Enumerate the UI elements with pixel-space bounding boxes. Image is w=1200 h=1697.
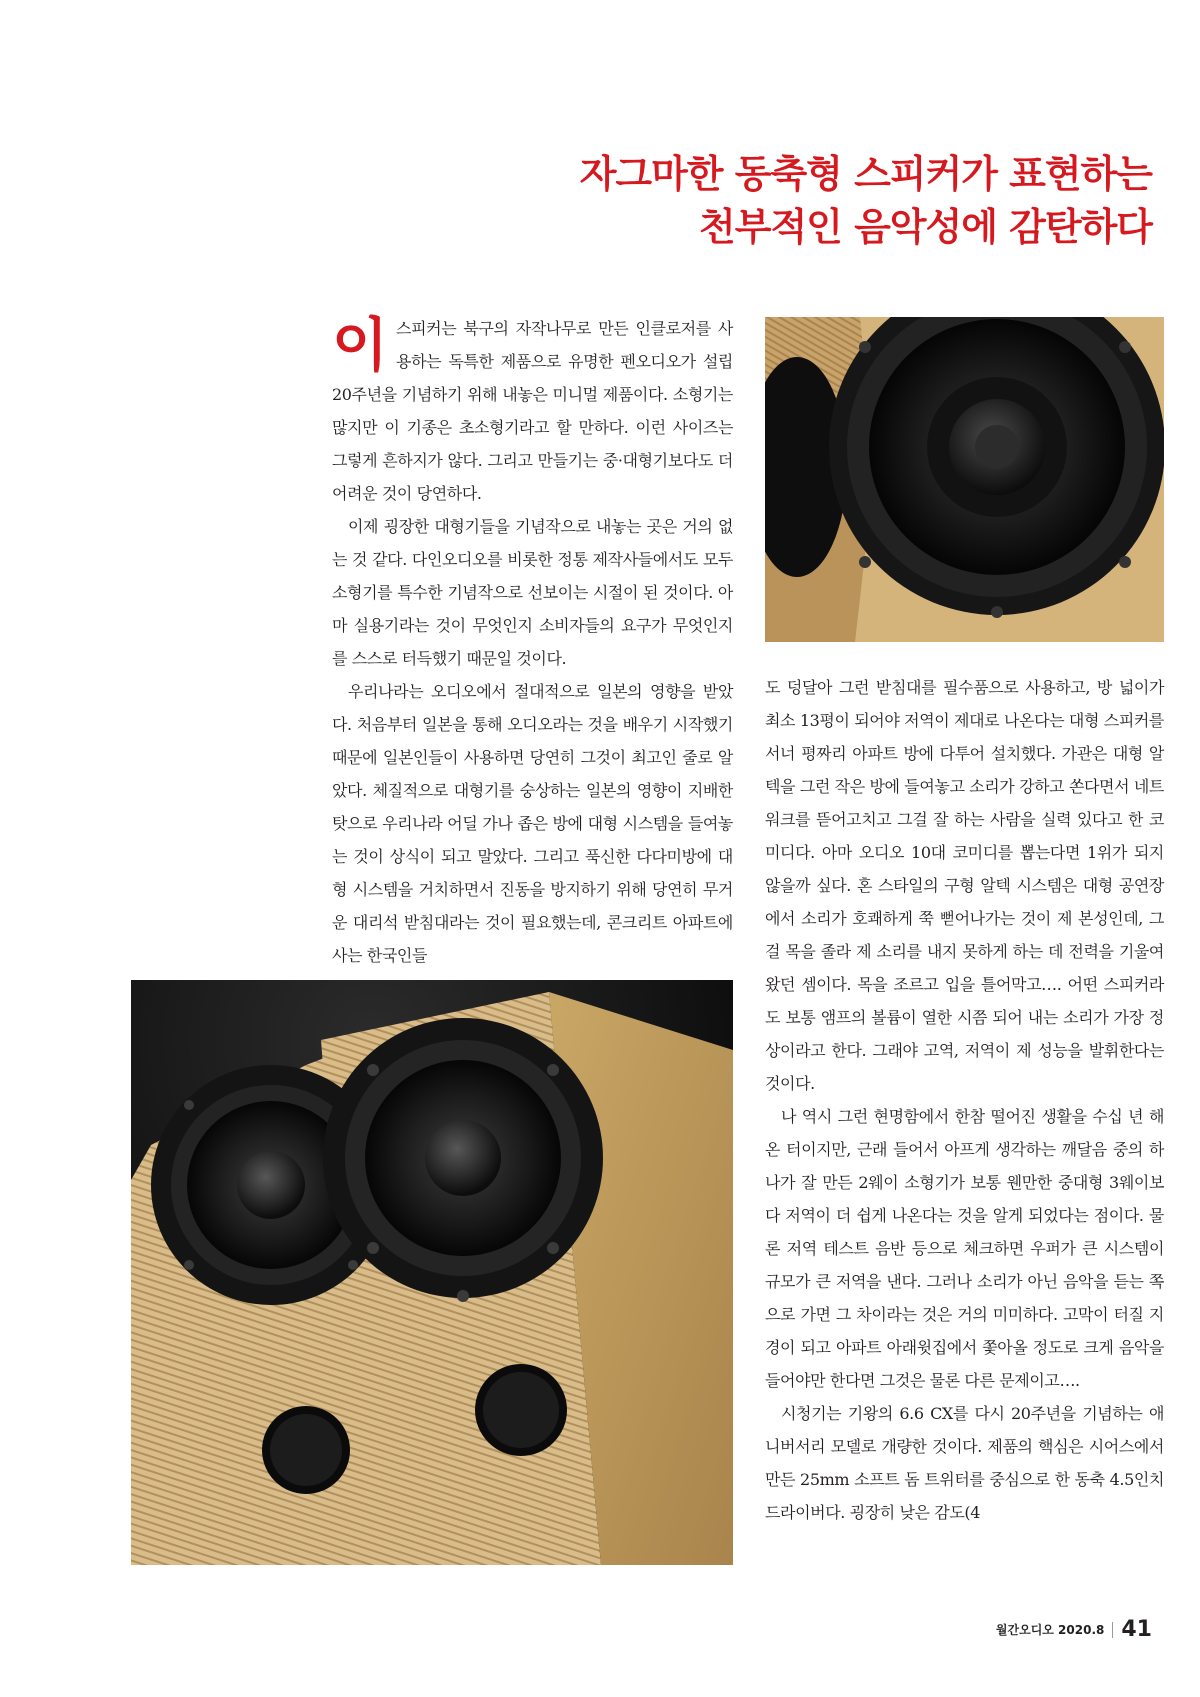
paragraph: 도 덩달아 그런 받침대를 필수품으로 사용하고, 방 넓이가 최소 13평이 되어야 저역이 제대로 나온다는 대형 스피커를 서너 평짜리 아파트 방에 다투어 설치했다. 가관은 대형 알텍을 그런 작은 방에 들여놓고 소리가 강하고 쏜다면서 네트워크를 뜯어고치고 그걸 잘 하는 사람을 실력 있다고 한 코미디다. 아마 오디오 10대 코미디를 뽑는다면 1위가 되지 않을까 싶다. 혼 스타일의 구형 알텍 시스템은 대형 공연장에서 소리가 호쾌하게 쭉 뻗어나가는 것이 제 본성인데, 그걸 목을 졸라 제 소리를 내지 못하게 하는 데 전력을 기울여 왔던 셈이다. 목을 조르고 입을 틀어막고…. 어떤 스피커라도 보통 앰프의 볼륨이 열한 시쯤 되어 내는 소리가 가장 정상이라고 한다. 그래야 고역, 저역이 제 성능을 발휘한다는 것이다.: [765, 678, 1164, 1093]
article-column-right: [765, 671, 1164, 1529]
magazine-issue: 월간오디오 2020.8: [995, 1623, 1105, 1637]
page-number: 41: [1121, 1617, 1152, 1642]
headline: [392, 148, 1152, 254]
footer-divider: [1112, 1622, 1113, 1638]
speaker-pair-photo: [131, 980, 733, 1565]
article-column-left: [332, 312, 733, 972]
paragraph: 시청기는 기왕의 6.6 CX를 다시 20주년을 기념하는 애니버서리 모델로 개량한 것이다. 제품의 핵심은 시어스에서 만든 25mm 소프트 돔 트위터를 중심으로 한 동축 4.5인치 드라이버다. 굉장히 낮은 감도(4: [765, 1404, 1164, 1522]
page-footer: [996, 1617, 1152, 1642]
paragraph: 나 역시 그런 현명함에서 한참 떨어진 생활을 수십 년 해 온 터이지만, 근래 들어서 아프게 생각하는 깨달음 중의 하나가 잘 만든 2웨이 소형기가 보통 웬만한 중대형 3웨이보다 저역이 더 쉽게 나온다는 것을 알게 되었다는 점이다. 물론 저역 테스트 음반 등으로 체크하면 우퍼가 큰 시스템이 규모가 큰 저역을 낸다. 그러나 소리가 아닌 음악을 듣는 쪽으로 가면 그 차이라는 것은 거의 미미하다. 고막이 터질 지경이 되고 아파트 아래윗집에서 쫓아올 정도로 크게 음악을 들어야만 한다면 그것은 물론 다른 문제이고….: [765, 1107, 1164, 1390]
drop-cap: 이: [332, 311, 389, 379]
speaker-closeup-photo: [765, 317, 1164, 642]
paragraph-intro: [332, 312, 733, 510]
paragraph: 이제 굉장한 대형기들을 기념작으로 내놓는 곳은 거의 없는 것 같다. 다인오디오를 비롯한 정통 제작사들에서도 모두 소형기를 특수한 기념작으로 선보이는 시절이 된 것이다. 아마 실용기라는 것이 무엇인지 소비자들의 요구가 무엇인지를 스스로 터득했기 때문일 것이다.: [332, 517, 733, 668]
headline-line-2: 천부적인 음악성에 감탄하다: [699, 205, 1152, 249]
headline-line-1: 자그마한 동축형 스피커가 표현하는: [579, 152, 1152, 196]
paragraph-intro-text: 스피커는 북구의 자작나무로 만든 인클로저를 사용하는 독특한 제품으로 유명한 펜오디오가 설립 20주년을 기념하기 위해 내놓은 미니멀 제품이다. 소형기는 많지만 이 기종은 초소형기라고 할 만하다. 이런 사이즈는 그렇게 흔하지가 않다. 그리고 만들기는 중·대형기보다도 더 어려운 것이 당연하다.: [332, 319, 733, 503]
paragraph: 우리나라는 오디오에서 절대적으로 일본의 영향을 받았다. 처음부터 일본을 통해 오디오라는 것을 배우기 시작했기 때문에 일본인들이 사용하면 당연히 그것이 최고인 줄로 알았다. 체질적으로 대형기를 숭상하는 일본의 영향이 지배한 탓으로 우리나라 어딜 가나 좁은 방에 대형 시스템을 들여놓는 것이 상식이 되고 말았다. 그리고 푹신한 다다미방에 대형 시스템을 거치하면서 진동을 방지하기 위해 당연히 무거운 대리석 받침대라는 것이 필요했는데, 콘크리트 아파트에 사는 한국인들: [332, 682, 733, 965]
